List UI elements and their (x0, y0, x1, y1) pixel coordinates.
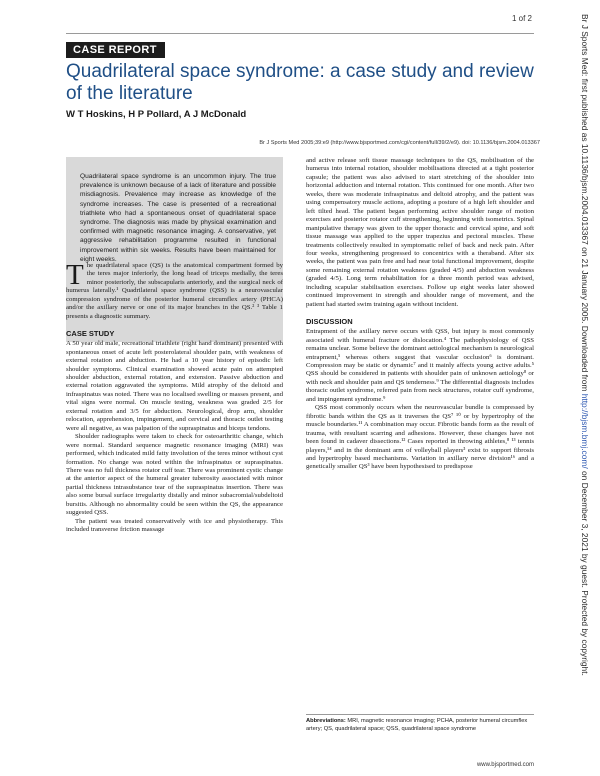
side-text-prefix: Br J Sports Med: first published as 10.1136/bjsm.2004.013367 on 21 January 2005. Downloaded from (580, 14, 590, 394)
side-download-notice (580, 14, 590, 764)
case-continuation-paragraph: and active release soft tissue massage techniques to the QS, mobilisation of the humerus into internal rotation, shoulder mobilisations directed at a tight posterior capsule; the patient was also advised to start stretching of the shoulder into horizontal adduction and internal rotation. This continued for one month. After two weeks, there was moderate infraspinatus and deltoid atrophy, and the patient was using compensatory muscle actions, adopting a posture of a high left shoulder and left tilted head. The patient began performing active shoulder range of motion exercises and posterior rotator cuff strengthening, beginning with isometrics. Spinal manipulative therapy was given to the upper thoracic and cervical spine, and soft tissue massage was applied to the upper trapezius and pectoral muscles. These treatments collectively resulted in symptomatic relief of back and neck pain. After four weeks, strengthening progressed to concentrics with a theraband. After six weeks, the patient was pain free and had near total functional improvement, despite some remaining external rotation weakness (graded 4/5) and abduction weakness (graded 4/5). Long term rehabilitation for a three month period was advised, including scapular stabilisation exercises. Follow up eight weeks later showed continued improvement in strength and shoulder range of movement, and the patient had started swim training again without incident. (306, 157, 534, 308)
discussion-paragraph: Entrapment of the axillary nerve occurs with QSS, but injury is most commonly associated with humeral fracture or dislocation.⁴ The pathophysiology of QSS remains unclear. Some believe the dominant aetiological mechanism is neurological entrapment,⁵ whereas others suggest that vascular occlusion⁶ is dominant. Compression may be static or dynamic⁷ and it mainly affects young active adults.⁵ QSS should be considered in patients with shoulder pain of unknown aetiology⁸ or with neck and shoulder pain and QS tenderness.⁹ The differential diagnosis includes thoracic outlet syndrome, referred pain from neck structures, rotator cuff syndrome, and impingement syndrome.⁹ (306, 328, 534, 403)
drop-cap: T (66, 259, 84, 291)
intro-text: he quadrilateral space (QS) is the anatomical compartment formed by the teres major inferiorly, the long head of triceps medially, the teres minor posteriorly, the subscapularis anteriorly, and the surgical neck of humerus laterally.¹ Quadrilateral space syndrome (QSS) is a neurovascular compression syndrome of the posterior humeral circumflex artery (PHCA) and/or the axillary nerve or one of its major branches in the QS.² ³ Table 1 presents a diagnostic summary. (66, 262, 283, 320)
article-title: Quadrilateral space syndrome: a case study and review of the literature (66, 61, 534, 104)
discussion-paragraph: QSS most commonly occurs when the neurovascular bundle is compressed by fibrotic bands within the QS as it traverses the QS⁷ ¹⁰ or by hypertrophy of the muscle boundaries.¹¹ A combination may occur. Fibrotic bands form as the result of trauma, with resultant scarring and adhesions. However, these changes have not been found in cadaver dissections.¹² Cases reported in throwing athletes,⁸ ¹³ tennis players,¹⁴ and in the dominant arm of volleyball players³ exist to support fibrosis and hypertrophy based mechanisms. Variation in axillary nerve division¹⁶ and a genetically smaller QS³ have been hypothesised to predispose (306, 404, 534, 471)
intro-paragraph (66, 259, 283, 321)
case-paragraph: The patient was treated conservatively with ice and physiotherapy. This included transverse friction massage (66, 517, 283, 534)
case-study-heading: CASE STUDY (66, 329, 115, 339)
abbreviations-rule (306, 714, 534, 715)
case-paragraph: A 50 year old male, recreational triathlete (right hand dominant) presented with spontaneous onset of acute left posterolateral shoulder pain, with weakness of external rotation and abduction. He had a 10 year history of episodic left shoulder symptoms. Clinical examination showed acute pain on attempted shoulder abduction, external rotation, and extension. Passive abduction and external rotation aggravated the symptoms. Mild atrophy of the deltoid and infraspinatus was noted. There was no localised swelling or masses present, and vital signs were normal. On muscle testing, weakness was graded 2/5 for external rotation and 3/5 for abduction. Neurological, drop arm, shoulder relocation, apprehension, impingement, and cervical and thoracic outlet testing were all negative, as was palpation of the supraspinatus and biceps tendons. (66, 340, 283, 432)
abstract-box: Quadrilateral space syndrome is an uncommon injury. The true prevalence is unknown because of a lack of literature and possible misdiagnosis. Prevalence may increase as knowledge of the syndrome increases. The case is presented of a recreational triathlete who had a spontaneous onset of quadrilateral space syndrome. The diagnosis was made by physical examination and confirmed with magnetic resonance imaging. A conservative, yet aggressive rehabilitation programme resulted in functional improvement within six weeks. Results have been maintained for eight weeks. (66, 157, 283, 342)
author-list: W T Hoskins, H P Pollard, A J McDonald (66, 109, 247, 120)
citation-line: Br J Sports Med 2005;39:e9 (http://www.bjsportmed.com/cgi/content/full/39/2/e9). doi: 10.1136/bjsm.2004.013367 (259, 140, 540, 146)
footer-url[interactable]: www.bjsportmed.com (476, 762, 534, 768)
page-number: 1 of 2 (511, 14, 532, 23)
left-column (66, 259, 283, 535)
abbreviations-text: MRI, magnetic resonance imaging; PCHA, posterior humeral circumflex artery; QS, quadrilateral space; QSS, quadrilateral space syndrome (306, 718, 528, 732)
side-link[interactable]: http://bjsm.bmj.com/ (580, 393, 590, 469)
right-column (306, 157, 534, 472)
section-badge: CASE REPORT (66, 42, 165, 58)
discussion-heading: DISCUSSION (306, 317, 353, 327)
case-paragraph: Shoulder radiographs were taken to check for osteoarthritic change, which were normal. Standard sequence magnetic resonance imaging (MRI) was performed, which indicated mild fatty involution of the teres minor without cyst formation. No change was noted within the infraspinatus or supraspinatus. There was no full thickness rotator cuff tear. There was prominent cystic change at the anterior aspect of the humeral greater tuberosity associated with minor partial thickness intrasubstance tear of the supraspinatus insertion. There was also some bursal surface irregularity distally and minor subacromial/subdeltoid bursitis. Although no abnormality could be seen within the QS, the appearance suggested QSS. (66, 433, 283, 517)
header-rule (66, 33, 534, 34)
side-text-suffix: on December 3, 2021 by guest. Protected by copyright. (580, 468, 590, 676)
abbreviations-label: Abbreviations: (306, 718, 346, 724)
abbreviations-note (306, 718, 534, 733)
